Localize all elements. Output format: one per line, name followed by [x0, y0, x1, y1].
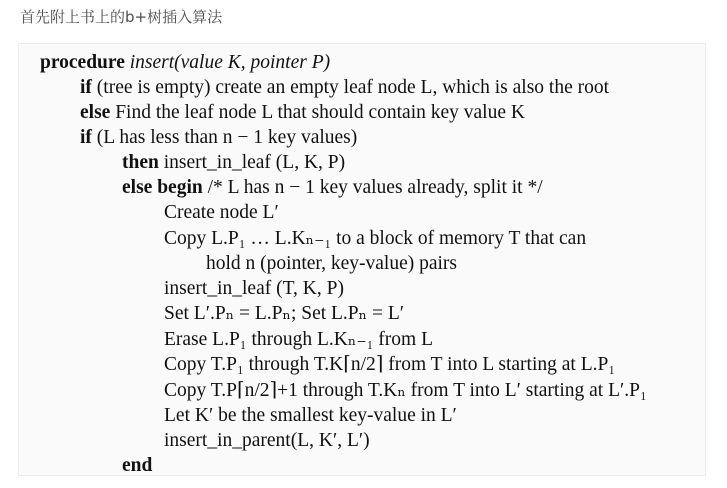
- keyword-if: if: [80, 127, 92, 148]
- keyword-else-begin: else begin: [122, 177, 203, 198]
- caption: 首先附上书上的b+树插入算法: [20, 8, 223, 26]
- code-line-3: [80, 100, 525, 125]
- code-line-14: Copy T.P⌈n/2⌉+1 through T.Kₙ from T into L′ starting at L′.P₁: [164, 380, 647, 401]
- keyword-procedure: procedure: [40, 52, 125, 73]
- code-text: insert_in_leaf (L, K, P): [163, 152, 346, 173]
- code-line-6: [122, 175, 543, 200]
- procedure-name: insert: [129, 52, 175, 73]
- keyword-then: then: [122, 152, 159, 173]
- keyword-end: end: [122, 455, 153, 476]
- keyword-if: if: [80, 77, 92, 98]
- code-line-1: [40, 50, 330, 75]
- code-text: Find the leaf node L that should contain key value K: [115, 102, 525, 123]
- code-line-8: Copy L.P₁ … L.Kₙ₋₁ to a block of memory T that can: [164, 228, 587, 249]
- code-text: (L has less than n − 1 key values): [96, 127, 358, 148]
- code-line-9: hold n (pointer, key-value) pairs: [206, 253, 458, 274]
- code-text: /* L has n − 1 key values already, split it */: [207, 177, 543, 198]
- code-text: (tree is empty) create an empty leaf node L, which is also the root: [96, 77, 610, 98]
- keyword-else: else: [80, 102, 111, 123]
- code-line-5: [122, 150, 345, 175]
- procedure-args: (value K, pointer P): [174, 52, 331, 73]
- code-line-16: insert_in_parent(L, K′, L′): [164, 430, 370, 451]
- code-line-7: Create node L′: [164, 202, 279, 223]
- code-line-13: Copy T.P₁ through T.K⌈n/2⌉ from T into L starting at L.P₁: [164, 354, 616, 375]
- code-line-10: insert_in_leaf (T, K, P): [164, 278, 344, 299]
- code-line-4: [80, 125, 357, 150]
- pseudocode-figure: [19, 44, 705, 475]
- code-line-15: Let K′ be the smallest key-value in L′: [164, 405, 457, 426]
- code-line-11: Set L′.Pₙ = L.Pₙ; Set L.Pₙ = L′: [164, 303, 405, 324]
- code-line-2: [80, 75, 609, 100]
- code-line-12: Erase L.P₁ through L.Kₙ₋₁ from L: [164, 329, 433, 350]
